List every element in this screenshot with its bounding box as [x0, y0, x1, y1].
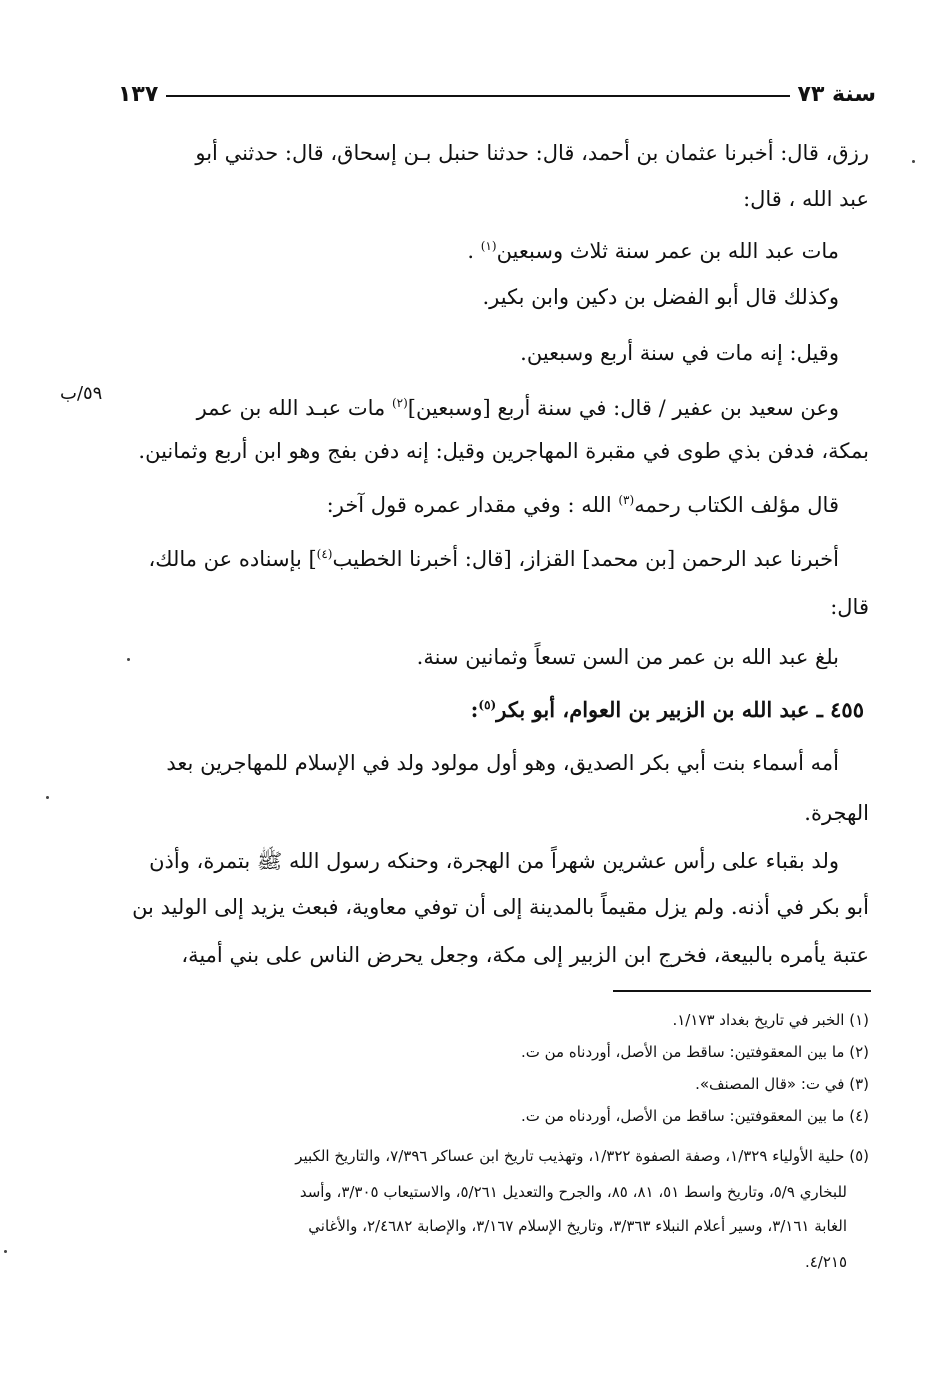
footnote-ref: (٤)	[316, 547, 333, 561]
running-head-rule	[166, 95, 789, 97]
body-line: قال:	[830, 595, 869, 619]
footnote: (٢) ما بين المعقوفتين: ساقط من الأصل، أوردناه من ت.	[520, 1043, 869, 1061]
body-line	[109, 230, 839, 273]
footnote-ref: (٣)	[618, 493, 635, 507]
footnote-continuation: الغابة ٣/١٦١، وسير أعلام النبلاء ٣/٣٦٣، وتاريخ الإسلام ٣/١٦٧، والإصابة ٢/٤٦٨٢، والأغاني	[308, 1217, 847, 1235]
body-line: رزق، قال: أخبرنا عثمان بن أحمد، قال: حدثنا حنبل بـن إسحاق، قال: حدثني أبو	[195, 141, 869, 165]
body-text: .	[467, 239, 475, 263]
body-line: الهجرة.	[804, 801, 869, 825]
running-head-year: سنة ٧٣	[797, 81, 876, 107]
body-line	[109, 484, 839, 527]
body-text: قال مؤلف الكتاب رحمه	[634, 493, 839, 517]
body-line: أمه أسماء بنت أبي بكر الصديق، وهو أول مولود ولد في الإسلام للمهاجرين بعد	[166, 751, 839, 775]
footnote-continuation: ٤/٢١٥.	[804, 1253, 847, 1271]
footnote-continuation: للبخاري ٥/٩، وتاريخ واسط ٥١، ٨١، ٨٥، والجرح والتعديل ٥/٢٦١، والاستيعاب ٣/٣٠٥، وأسد	[299, 1183, 847, 1201]
body-line: بمكة، فدفن بذي طوى في مقبرة المهاجرين وقيل: إنه دفن بفج وهو ابن أربع وثمانين.	[138, 439, 869, 463]
body-line: عتبة يأمره بالبيعة، فخرج ابن الزبير إلى مكة، وجعل يحرض الناس على بني أمية،	[181, 943, 869, 967]
entry-heading	[104, 688, 864, 731]
footnote: (١) الخبر في تاريخ بغداد ١/١٧٣.	[672, 1011, 869, 1029]
body-line: أبو بكر في أذنه. ولم يزل مقيماً بالمدينة إلى أن توفي معاوية، فبعث يزيد إلى الوليد بن	[132, 895, 869, 919]
footnote-ref: (١)	[480, 239, 497, 253]
body-line	[109, 387, 839, 430]
body-line: وقيل: إنه مات في سنة أربع وسبعين.	[520, 341, 839, 365]
body-text: ] بإسناده عن مالك،	[148, 547, 317, 571]
page-number: ١٣٧	[118, 81, 159, 107]
body-line: وكذلك قال أبو الفضل بن دكين وابن بكير.	[482, 285, 839, 309]
footnote-ref: (٥)	[478, 698, 497, 712]
body-text: مات عبد الله بن عمر سنة ثلاث وسبعين	[496, 239, 839, 263]
scan-speck	[4, 1250, 7, 1253]
scan-speck	[127, 658, 130, 661]
entry-heading-colon: :	[470, 697, 479, 722]
footnote-ref: (٢)	[391, 396, 408, 410]
body-line: ولد بقباء على رأس عشرين شهراً من الهجرة، وحنكه رسول الله ﷺ بتمرة، وأذن	[149, 849, 839, 873]
body-line	[109, 538, 839, 581]
entry-heading-text: ٤٥٥ ـ عبد الله بن الزبير بن العوام، أبو بكر	[496, 697, 864, 722]
scan-speck	[46, 796, 49, 799]
body-text: وعن سعيد بن عفير / قال: في سنة أربع [وسبعين]	[407, 396, 839, 420]
footnote-separator	[613, 990, 871, 992]
body-text: أخبرنا عبد الرحمن [بن محمد] القزاز، [قال: أخبرنا الخطيب	[332, 547, 839, 571]
footnote: (٣) في ت: «قال المصنف».	[695, 1075, 869, 1093]
manuscript-folio-note: ٥٩/ب	[60, 383, 103, 404]
body-line: بلغ عبد الله بن عمر من السن تسعاً وثمانين سنة.	[416, 645, 839, 669]
body-text: مات عبـد الله بن عمر	[196, 396, 386, 420]
body-line: عبد الله ، قال:	[743, 187, 869, 211]
running-head	[118, 78, 876, 110]
footnote: (٤) ما بين المعقوفتين: ساقط من الأصل، أوردناه من ت.	[520, 1107, 869, 1125]
body-text: الله : وفي مقدار عمره قول آخر:	[326, 493, 612, 517]
scan-speck	[912, 160, 915, 163]
footnote: (٥) حلية الأولياء ١/٣٢٩، وصفة الصفوة ١/٣٢٢، وتهذيب تاريخ ابن عساكر ٧/٣٩٦، والتاريخ الكبير	[295, 1147, 869, 1165]
